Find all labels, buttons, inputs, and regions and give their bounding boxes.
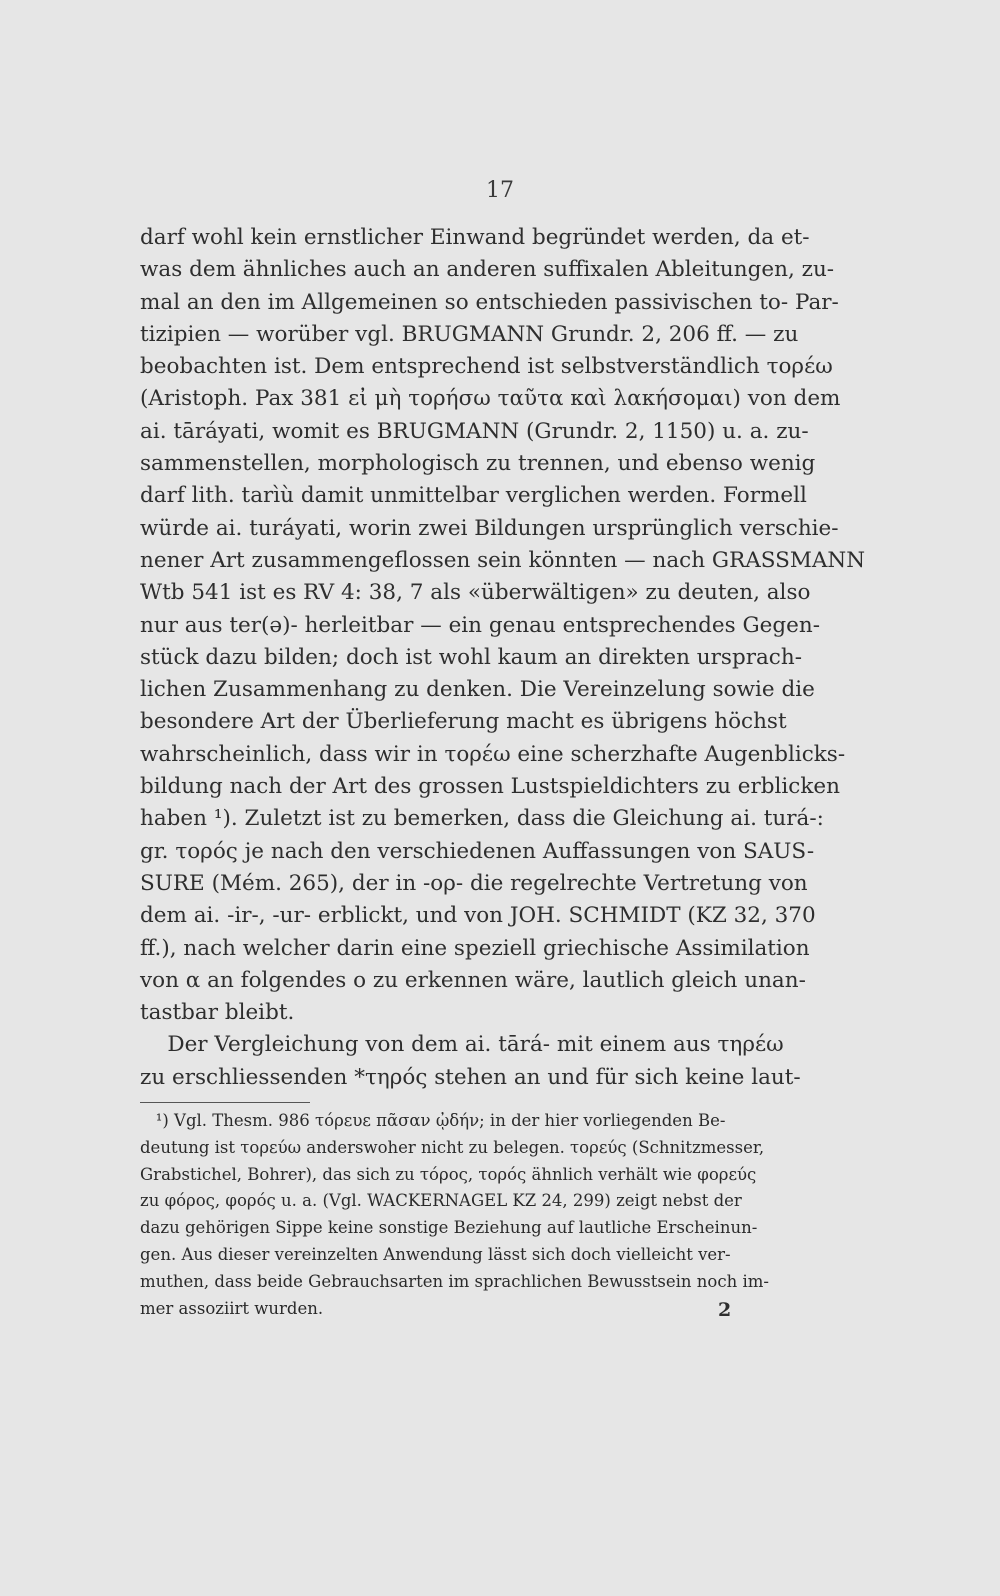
body-line: von α an folgendes ο zu erkennen wäre, lautlich gleich unan- (140, 967, 806, 993)
body-line: SURE (Mém. 265), der in -ορ- die regelrechte Vertretung von (140, 870, 808, 896)
signature-mark: 2 (718, 1299, 732, 1321)
footnote-line: gen. Aus dieser vereinzelten Anwendung lässt sich doch vielleicht ver- (140, 1244, 731, 1264)
body-line: wahrscheinlich, dass wir in τορέω eine scherzhafte Augenblicks- (140, 741, 846, 767)
footnote-line: deutung ist τορεύω anderswoher nicht zu belegen. τορεύς (Schnitzmesser, (140, 1137, 765, 1157)
body-line: was dem ähnliches auch an anderen suffixalen Ableitungen, zu- (140, 257, 835, 283)
body-line: ai. tāráyati, womit es BRUGMANN (Grundr. 2, 1150) u. a. zu- (140, 418, 809, 444)
footnote-line: ¹) Vgl. Thesm. 986 τόρευε πᾶσαν ᾠδήν; in der hier vorliegenden Be- (140, 1111, 726, 1130)
body-line: lichen Zusammenhang zu denken. Die Vereinzelung sowie die (140, 677, 815, 703)
body-line: nur aus ter(ə)- herleitbar — ein genau entsprechendes Gegen- (140, 612, 821, 638)
page-number: 17 (486, 178, 514, 203)
body-line: Der Vergleichung von dem ai. tārá- mit einem aus τηρέω (140, 1032, 784, 1058)
body-line: gr. τορός je nach den verschiedenen Auffassungen von SAUS- (140, 838, 815, 864)
footnote-line: dazu gehörigen Sippe keine sonstige Beziehung auf lautliche Erscheinun- (140, 1218, 758, 1238)
footnote-line: zu φόρος, φορός u. a. (Vgl. WACKERNAGEL KZ 24, 299) zeigt nebst der (140, 1191, 742, 1211)
body-line: tizipien — worüber vgl. BRUGMANN Grundr. 2, 206 ff. — zu (140, 321, 799, 347)
body-text (140, 222, 866, 1094)
body-line: stück dazu bilden; doch ist wohl kaum an direkten ursprach- (140, 644, 802, 670)
body-line: tastbar bleibt. (140, 1000, 295, 1026)
body-line: besondere Art der Überlieferung macht es übrigens höchst (140, 709, 787, 735)
body-line: darf lith. tarìù damit unmittelbar verglichen werden. Formell (140, 483, 807, 509)
footnote (140, 1108, 790, 1322)
body-line: (Aristoph. Pax 381 εἰ μὴ τορήσω ταῦτα καὶ λακήσομαι) von dem (140, 386, 841, 412)
body-line: mal an den im Allgemeinen so entschieden passivischen to- Par- (140, 289, 839, 315)
body-line: bildung nach der Art des grossen Lustspieldichters zu erblicken (140, 774, 840, 800)
footnote-line: muthen, dass beide Gebrauchsarten im sprachlichen Bewusstsein noch im- (140, 1271, 769, 1291)
footnote-line: Grabstichel, Bohrer), das sich zu τόρος, τορός ähnlich verhält wie φορεύς (140, 1164, 757, 1184)
body-line: würde ai. turáyati, worin zwei Bildungen ursprünglich verschie- (140, 515, 839, 541)
body-line: beobachten ist. Dem entsprechend ist selbstverständlich τορέω (140, 354, 833, 380)
body-line: dem ai. -ir-, -ur- erblickt, und von JOH. SCHMIDT (KZ 32, 370 (140, 903, 816, 929)
body-line: Wtb 541 ist es RV 4: 38, 7 als «überwältigen» zu deuten, also (140, 580, 811, 606)
body-line: zu erschliessenden *τηρός stehen an und für sich keine laut- (140, 1064, 801, 1090)
body-line: haben ¹). Zuletzt ist zu bemerken, dass die Gleichung ai. turá-: (140, 806, 824, 832)
body-line: sammenstellen, morphologisch zu trennen, und ebenso wenig (140, 451, 816, 477)
body-line: darf wohl kein ernstlicher Einwand begründet werden, da et- (140, 225, 810, 250)
footnote-line: mer assoziirt wurden. (140, 1298, 324, 1318)
body-line: ff.), nach welcher darin eine speziell griechische Assimilation (140, 935, 810, 961)
body-line: nener Art zusammengeflossen sein könnten — nach GRASSMANN (140, 547, 866, 573)
footnote-rule (140, 1102, 310, 1103)
